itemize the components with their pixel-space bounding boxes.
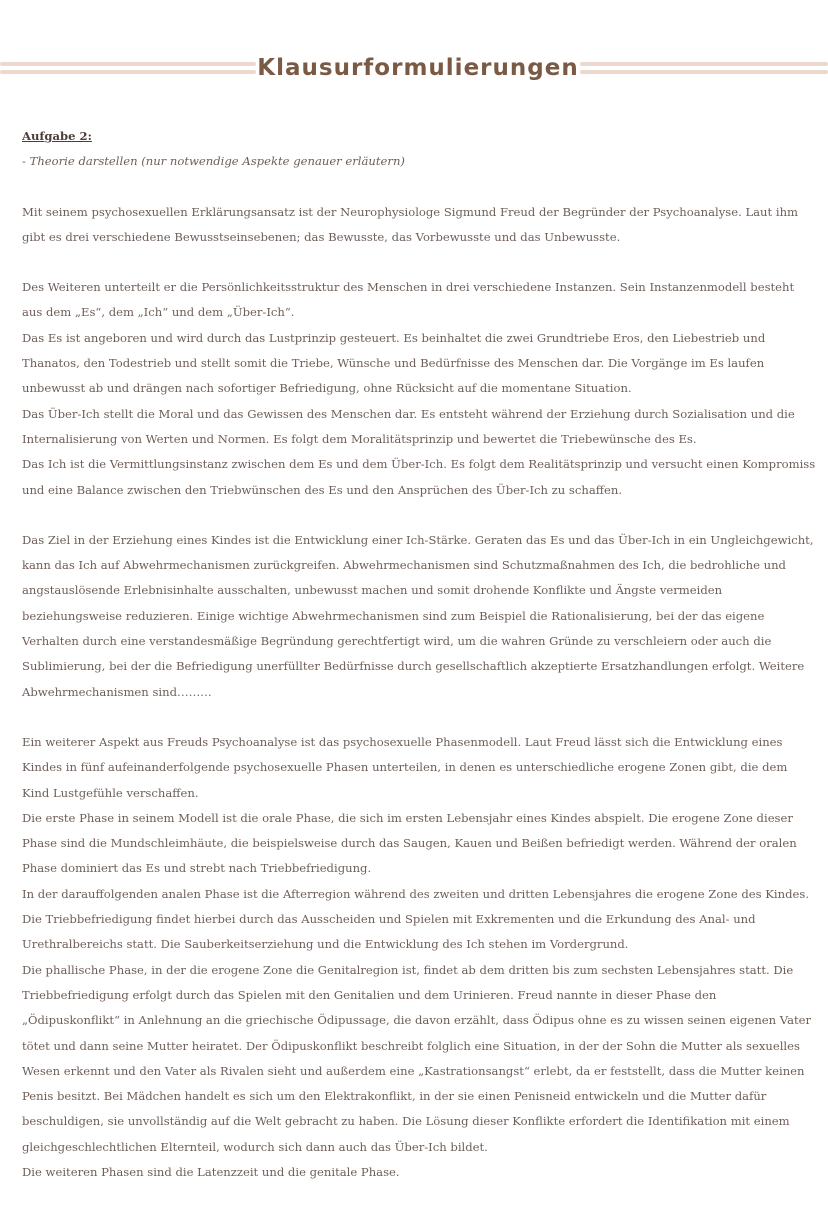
paragraph-line: Die erste Phase in seinem Modell ist die orale Phase, die sich im ersten Lebensjahr eines Kindes abspielt. Die erogene Zone dieser Phase sind die Mundschleimhäute, die beispielsweise durch das Saugen, Kauen und Beißen befriedigt werden. Während der oralen Phase dominiert das Es und strebt nach Triebbefriedigung. xyxy=(22,810,797,876)
paragraph-line: Das Über-Ich stellt die Moral und das Gewissen des Menschen dar. Es entsteht während der Erziehung durch Sozialisation und die Internalisierung von Werten und Normen. Es folgt dem Moralitätsprinzip und bewertet die Triebewünsche des Es. xyxy=(22,406,795,446)
paragraph-consciousness-levels xyxy=(22,200,817,251)
document-body xyxy=(22,124,817,1210)
task-instruction: - Theorie darstellen (nur notwendige Aspekte genauer erläutern) xyxy=(22,154,405,169)
paragraph-line: Die weiteren Phasen sind die Latenzzeit und die genitale Phase. xyxy=(22,1164,400,1179)
paragraph-line: In der darauffolgenden analen Phase ist die Afterregion während des zweiten und dritten Lebensjahres die erogene Zone des Kindes. Die Triebbefriedigung findet hierbei durch das Ausscheiden und Spielen mit Exkrementen und die Erkundung des Anal- und Urethralbereichs statt. Die Sauberkeitserziehung und die Entwicklung des Ich stehen im Vordergrund. xyxy=(22,886,810,952)
task-heading: Aufgabe 2: xyxy=(22,129,92,143)
paragraph-line: Die phallische Phase, in der die erogene Zone die Genitalregion ist, findet ab dem dritten bis zum sechsten Lebensjahres statt. Die Triebbefriedigung erfolgt durch das Spielen mit den Genitalien und dem Urinieren. Freud nannte in dieser Phase den „Ödipuskonflikt“ in Anlehnung an die griechische Ödipussage, die davon erzählt, dass Ödipus ohne es zu wissen seinen eigenen Vater tötet und dann seine Mutter heiratet. Der Ödipuskonflikt beschreibt folglich eine Situation, in der der Sohn die Mutter als sexuelles Wesen erkennt und den Vater als Rivalen sieht und außerdem eine „Kastrationsangst“ erlebt, da er feststellt, dass die Mutter keinen Penis besitzt. Bei Mädchen handelt es sich um den Elektrakonflikt, in der sie einen Penisneid entwickeln und die Mutter dafür beschuldigen, sie unvollständig auf die Welt gebracht zu haben. Die Lösung dieser Konflikte erfordert die Identifikation mit einem gleichgeschlechtlichen Elternteil, wodurch sich dann auch das Über-Ich bildet. xyxy=(22,962,812,1154)
page-header xyxy=(0,50,828,86)
right-decorative-rule-bottom xyxy=(580,70,828,74)
paragraph-line: Das Ziel in der Erziehung eines Kindes ist die Entwicklung einer Ich-Stärke. Geraten das Es und das Über-Ich in ein Ungleichgewicht, kann das Ich auf Abwehrmechanismen zurückgreifen. Abwehrmechanismen sind Schutzmaßnahmen des Ich, die bedrohliche und angstauslösende Erlebnisinhalte ausschalten, unbewusst machen und somit drohende Konflikte und Ängste vermeiden beziehungsweise reduzieren. Einige wichtige Abwehrmechanismen sind zum Beispiel die Rationalisierung, bei der das eigene Verhalten durch eine verstandesmäßige Begründung gerechtfertigt wird, um die wahren Gründe zu verschleiern oder auch die Sublimierung, bei der die Befriedigung unerfüllter Bedürfnisse durch gesellschaftlich akzeptierte Ersatzhandlungen erfolgt. Weitere Abwehrmechanismen sind……… xyxy=(22,532,814,699)
right-decorative-rule-top xyxy=(580,62,828,66)
paragraph-line: Des Weiteren unterteilt er die Persönlichkeitsstruktur des Menschen in drei verschiedene Instanzen. Sein Instanzenmodell besteht aus dem „Es“, dem „Ich“ und dem „Über-Ich“. xyxy=(22,280,795,320)
paragraph-phase-model xyxy=(22,730,817,1185)
paragraph-line: Das Es ist angeboren und wird durch das Lustprinzip gesteuert. Es beinhaltet die zwei Grundtriebe Eros, den Liebestrieb und Thanatos, den Todestrieb und stellt somit die Triebe, Wünsche und Bedürfnisse des Menschen dar. Die Vorgänge im Es laufen unbewusst ab und drängen nach sofortiger Befriedigung, ohne Rücksicht auf die momentane Situation. xyxy=(22,330,766,396)
page-title: Klausurformulierungen xyxy=(257,55,579,81)
paragraph-line: Mit seinem psychosexuellen Erklärungsansatz ist der Neurophysiologe Sigmund Freud der Begründer der Psychoanalyse. Laut ihm gibt es drei verschiedene Bewusstseinsebenen; das Bewusste, das Vorbewusste und das Unbewusste. xyxy=(22,204,799,244)
paragraph-line: Ein weiterer Aspekt aus Freuds Psychoanalyse ist das psychosexuelle Phasenmodell. Laut Freud lässt sich die Entwicklung eines Kindes in fünf aufeinanderfolgende psychosexuelle Phasen unterteilen, in denen es unterschiedliche erogene Zonen gibt, die dem Kind Lustgefühle verschaffen. xyxy=(22,734,788,800)
paragraph-defense-mechanisms xyxy=(22,528,817,705)
paragraph-line: Das Ich ist die Vermittlungsinstanz zwischen dem Es und dem Über-Ich. Es folgt dem Realitätsprinzip und versucht einen Kompromiss und eine Balance zwischen den Triebwünschen des Es und den Ansprüchen des Über-Ich zu schaffen. xyxy=(22,457,816,497)
left-decorative-rule-bottom xyxy=(0,70,256,74)
left-decorative-rule-top xyxy=(0,62,256,66)
paragraph-instance-model xyxy=(22,275,817,503)
